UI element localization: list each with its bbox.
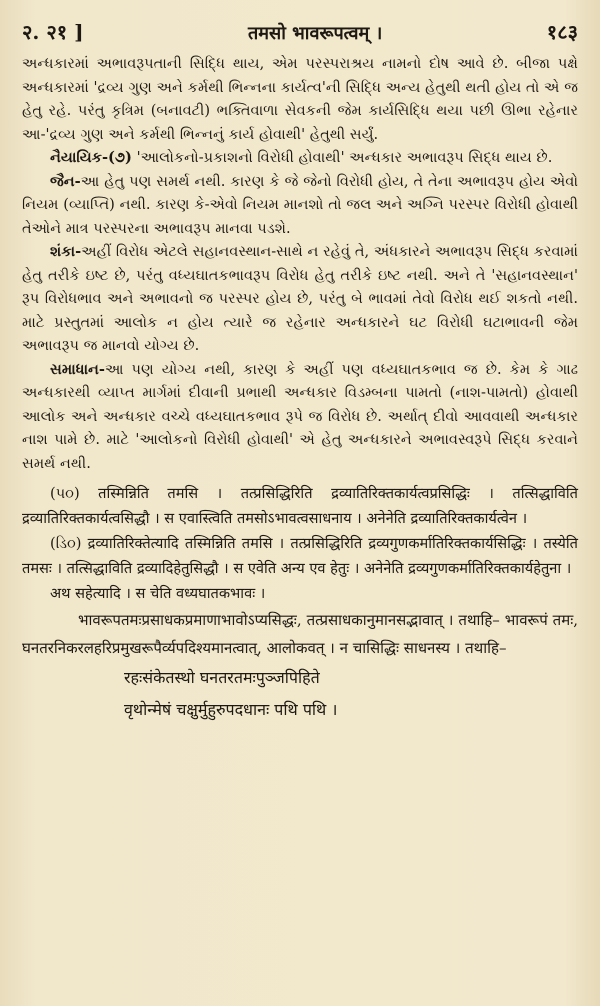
footnote-3: अथ सहेत्यादि । स चेति वध्यघातकभावः । [50, 585, 266, 602]
paragraph-jain-text: આ હેતુ પણ સમર્થ નથી. કારણ કે જે જેનો વિરોધી હોય, તે તેના અભાવરૂપ હોય એવો નિયમ (વ્યાપ્તિ) નથી. કારણ કે-એવો નિયમ માનશો તો જલ અને અગ્નિ પરસ્પર વિરોધી હોવાથી તેઓને માત્ર પરસ્પરના અભાવરૂપ માનવા પડશે. [22, 172, 578, 237]
footnote-1: (પ૦) तस्मिन्निति तमसि । तत्प्रसिद्धिरिति द्रव्यातिरिक्तकार्यत्वप्रसिद्धिः । तत्सिद्धाविति द्रव्यातिरिक्तकार्यत्वसिद्धौ । स एवास्त्विति तमसोऽभावत्वसाधनाय । अनेनेति द्रव्यातिरिक्तकार्यत्वेन । [22, 485, 578, 527]
page-number: १८३ [546, 20, 578, 44]
paragraph-1: અન્ધકારમાં અભાવરૂપતાની સિદ્ધિ થાય, એમ પરસ્પરાશ્રય નામનો દોષ આવે છે. બીજા પક્ષે અન્ધકારમાં 'દ્રવ્ય ગુણ અને કર્મથી ભિન્નના કાર્યત્વ'ની સિદ્ધિ અન્ય હેતુથી થતી હોય તો એ જ હેતુ રહે. પરંતુ કૃત્રિમ (બનાવટી) ભક્તિવાળા સેવકની જેમ કાર્યસિદ્ધિ થયા પછી ઊભા રહેનાર આ-'દ્રવ્ય ગુણ અને કર્મથી ભિન્નનું કાર્ય હોવાથી' હેતુથી સર્યું. [22, 55, 578, 143]
paragraph-jain [22, 170, 578, 241]
paragraph-samadhan-text: આ પણ યોગ્ય નથી, કારણ કે અહીં પણ વધ્યઘાતકભાવ જ છે. કેમ કે ગાઢ અન્ધકારથી વ્યાપ્ત માર્ગમાં દીવાની પ્રભાથી અન્ધકાર વિડમ્બના પામતો (નાશ-પામતો) હોવાથી આલોક અને અન્ધકાર વચ્ચે વધ્યઘાતકભાવ રૂપે જ વિરોધ છે. અર્થાત્ દીવો આવવાથી અન્ધકાર નાશ પામે છે. માટે 'આલોકનો વિરોધી હોવાથી' એ હેતુ અન્ધકારને અભાવસ્વરૂપે સિદ્ધ કરવાને સમર્થ નથી. [22, 360, 578, 472]
section-reference: २. २१ ] [22, 20, 84, 44]
running-title: तमसो भावरूपत्वम् । [248, 23, 383, 44]
verse-line-2: वृथोन्मेषं चक्षुर्मुहुरुपदधानः पथि पथि । [124, 700, 338, 719]
verse-line-1: रहःसंकेतस्थो घनतरतमःपुञ्जपिहिते [124, 668, 320, 687]
paragraph-naiyayika [22, 146, 578, 170]
paragraph-naiyayika-text: 'આલોકનો-પ્રકાશનો વિરોધી હોવાથી' અન્ધકાર અભાવરૂપ સિદ્ધ થાય છે. [131, 149, 553, 166]
speaker-shanka: શંકા- [50, 243, 82, 260]
paragraph-samadhan [22, 358, 578, 476]
footnote-2: (ડિ૦) द्रव्यातिरिक्तेत्यादि तस्मिन्निति तमसि । तत्प्रसिद्धिरिति द्रव्यगुणकर्मातिरिक्तकार्यसिद्धिः । तस्येति तमसः । तत्सिद्धाविति द्रव्यादिहेतुसिद्धौ । स एवेति अन्य एव हेतुः । अनेनेति द्रव्यगुणकर्मातिरिक्तकार्यहेतुना । [22, 535, 578, 577]
speaker-samadhan: સમાધાન- [50, 360, 105, 378]
speaker-naiyayika: નૈયાયિક-(૭) [50, 149, 132, 166]
paragraph-shanka-text: અહીં વિરોધ એટલે સહાનવસ્થાન-સાથે ન રહેવું તે, અંધકારને અભાવરૂપ સિદ્ધ કરવામાં હેતુ તરીકે ઇષ્ટ છે, પરંતુ વધ્યઘાતકભાવરૂપ વિરોધ હેતુ તરીકે ઇષ્ટ નથી. અને તે 'સહાનવસ્થાન' રૂપ વિરોધભાવ અને અભાવનો જ પરસ્પર હોય છે, પરંતુ બે ભાવમાં તેવો વિરોધ થઈ શકતો નથી. માટે પ્રસ્તુતમાં આલોક ન હોય ત્યારે જ રહેનાર અન્ધકારને ઘટ વિરોધી ઘટાભાવની જેમ અભાવરૂપ જ માનવો યોગ્ય છે. [22, 243, 578, 354]
sanskrit-commentary: भावरूपतमःप्रसाधकप्रमाणाभावोऽप्यसिद्धः, तत्प्रसाधकानुमानसद्भावात् । तथाहि– भावरूपं तमः, घनतरनिकरलहरिप्रमुखरूपैर्व्यपदिश्यमानत्वात्, आलोकवत् । न चासिद्धिः साधनस्य । तथाहि– [22, 611, 578, 657]
page-header [22, 18, 578, 46]
paragraph-shanka [22, 240, 578, 358]
speaker-jain: જૈન- [50, 172, 81, 190]
